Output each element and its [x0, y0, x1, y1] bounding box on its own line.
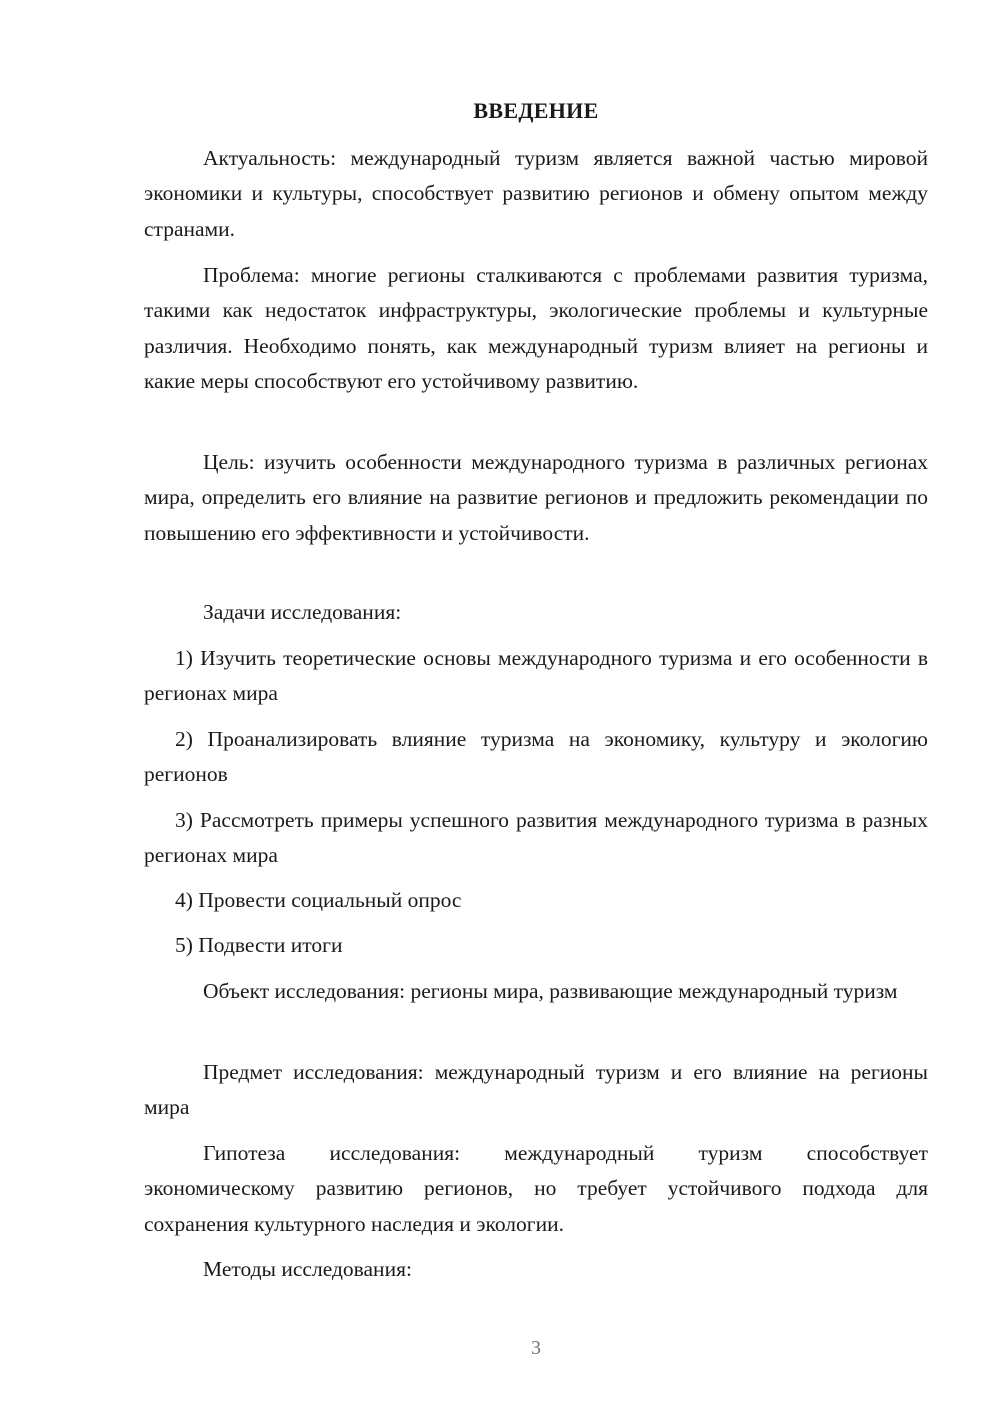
- object-paragraph: Объект исследования: регионы мира, развивающие международный туризм: [203, 979, 898, 1003]
- task-item-2: 2) Проанализировать влияние туризма на экономику, культуру и экологию регионов: [144, 727, 928, 787]
- page-number: 3: [531, 1337, 541, 1359]
- relevance-paragraph: Актуальность: международный туризм является важной частью мировой экономики и культуры, способствует развитию регионов и обмену опытом между странами.: [144, 146, 928, 241]
- task-item-5: 5) Подвести итоги: [175, 933, 343, 957]
- hypothesis-paragraph: Гипотеза исследования: международный туризм способствует экономическому развитию регионов, но требует устойчивого подхода для сохранения культурного наследия и экологии.: [144, 1141, 928, 1236]
- subject-paragraph: Предмет исследования: международный туризм и его влияние на регионы мира: [144, 1060, 928, 1120]
- section-title: ВВЕДЕНИЕ: [473, 98, 599, 123]
- task-item-1: 1) Изучить теоретические основы международного туризма и его особенности в регионах мира: [144, 646, 928, 706]
- task-item-3: 3) Рассмотреть примеры успешного развития международного туризма в разных регионах мира: [144, 808, 928, 868]
- methods-heading: Методы исследования:: [203, 1257, 412, 1281]
- goal-paragraph: Цель: изучить особенности международного туризма в различных регионах мира, определить его влияние на развитие регионов и предложить рекомендации по повышению его эффективности и устойчивости.: [144, 450, 928, 545]
- problem-paragraph: Проблема: многие регионы сталкиваются с проблемами развития туризма, такими как недостаток инфраструктуры, экологические проблемы и культурные различия. Необходимо понять, как международный туризм влияет на регионы и какие меры способствуют его устойчивому развитию.: [144, 263, 928, 393]
- tasks-heading: Задачи исследования:: [203, 600, 402, 624]
- task-item-4: 4) Провести социальный опрос: [175, 888, 462, 912]
